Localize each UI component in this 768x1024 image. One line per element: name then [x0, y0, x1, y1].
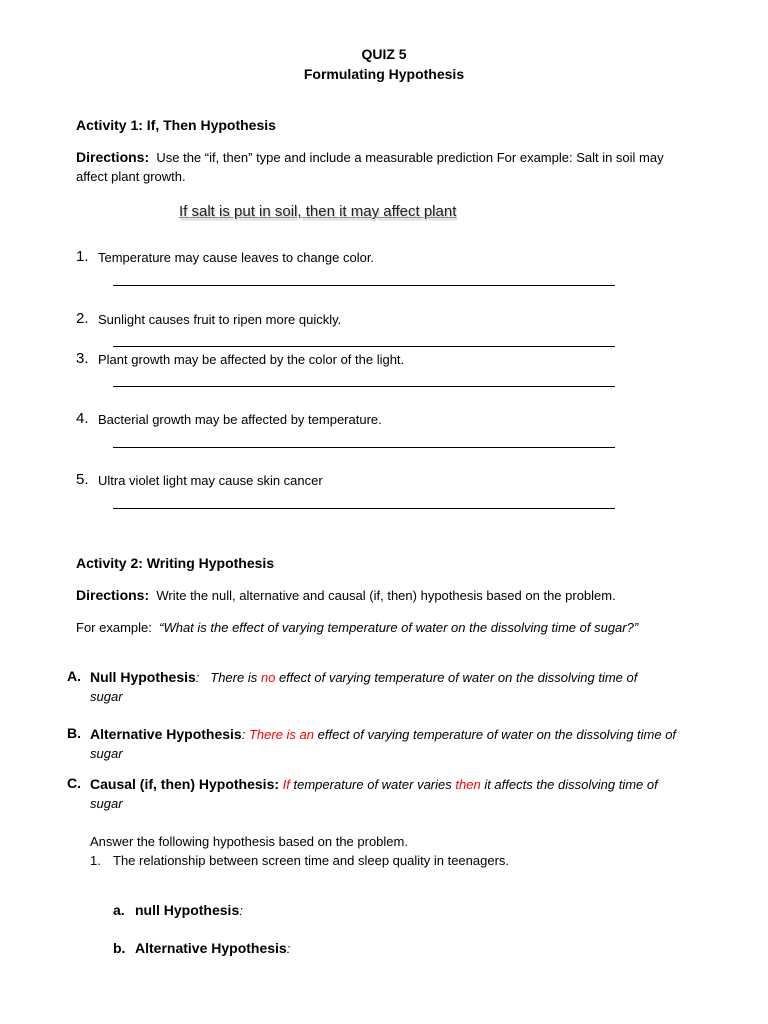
page-subtitle: Formulating Hypothesis — [303, 66, 465, 82]
separator: : — [195, 670, 200, 685]
directions-text: Write the null, alternative and causal (if, then) hypothesis based on the problem. — [156, 588, 616, 603]
hypothesis-label: Null Hypothesis — [90, 669, 196, 685]
answer-line[interactable] — [113, 447, 615, 448]
answer-line[interactable] — [113, 386, 615, 387]
activity1-heading: Activity 1: If, Then Hypothesis — [76, 117, 276, 133]
hypothesis-post: effect of varying temperature of water on the dissolving time of — [278, 670, 638, 685]
answer-line[interactable] — [113, 346, 615, 347]
hypothesis-letter: A. — [67, 668, 81, 684]
problem-text: The relationship between screen time and sleep quality in teenagers. — [113, 853, 510, 868]
sub-label: Alternative Hypothesis — [135, 940, 287, 956]
item-text: Sunlight causes fruit to ripen more quickly. — [98, 312, 342, 327]
item-number: 2. — [76, 310, 89, 327]
separator: : — [286, 941, 291, 956]
item-number: 5. — [76, 471, 89, 488]
sub-letter: b. — [113, 940, 126, 956]
hypothesis-highlight: There is an — [248, 727, 315, 742]
item-number: 4. — [76, 410, 89, 427]
hypothesis-highlight-then: then — [455, 777, 481, 792]
item-number: 3. — [76, 350, 89, 367]
separator: : — [241, 727, 246, 742]
directions-label: Directions: — [76, 149, 150, 165]
answer-line[interactable] — [113, 285, 615, 286]
alternative-hypothesis-prompt[interactable] — [135, 939, 290, 958]
item-text: Plant growth may be affected by the color of the light. — [98, 352, 405, 367]
hypothesis-post: it affects the dissolving time of — [484, 777, 658, 792]
answer-intro: Answer the following hypothesis based on the problem. — [90, 834, 408, 849]
hypothesis-highlight-if: If — [282, 777, 290, 792]
example-answer: If salt is put in soil, then it may affect plant — [179, 203, 457, 220]
hypothesis-letter: C. — [67, 775, 81, 791]
hypothesis-continuation: sugar — [90, 796, 123, 811]
null-hypothesis-prompt[interactable] — [135, 901, 243, 920]
hypothesis-highlight: no — [260, 670, 276, 685]
activity1-directions — [76, 148, 716, 167]
hypothesis-mid: temperature of water varies — [293, 777, 452, 792]
directions-text-1: Use the “if, then” type and include a measurable prediction For example: Salt in soil may — [156, 150, 664, 165]
null-hypothesis-example — [90, 668, 710, 687]
item-number: 1. — [76, 248, 89, 265]
sub-label: null Hypothesis — [135, 902, 240, 918]
alternative-hypothesis-example — [90, 725, 730, 744]
separator: : — [239, 903, 243, 918]
item-text: Bacterial growth may be affected by temperature. — [98, 412, 382, 427]
directions-text-2: affect plant growth. — [76, 169, 186, 184]
sub-letter: a. — [113, 902, 125, 918]
example-question — [76, 618, 736, 637]
causal-hypothesis-example — [90, 775, 730, 794]
hypothesis-pre: There is — [210, 670, 258, 685]
example-question-text: “What is the effect of varying temperature of water on the dissolving time of sugar?” — [159, 620, 639, 635]
item-text: Temperature may cause leaves to change color. — [98, 250, 375, 265]
directions-label: Directions: — [76, 587, 150, 603]
problem-number: 1. — [90, 853, 101, 868]
hypothesis-post: effect of varying temperature of water on the dissolving time of — [317, 727, 677, 742]
activity2-directions — [76, 586, 736, 605]
hypothesis-label: Alternative Hypothesis — [90, 726, 242, 742]
hypothesis-letter: B. — [67, 725, 81, 741]
item-text: Ultra violet light may cause skin cancer — [98, 473, 323, 488]
example-label: For example: — [76, 620, 152, 635]
quiz-title: QUIZ 5 — [361, 46, 407, 62]
hypothesis-label: Causal (if, then) Hypothesis: — [90, 776, 280, 792]
answer-line[interactable] — [113, 508, 615, 509]
activity2-heading: Activity 2: Writing Hypothesis — [76, 555, 275, 571]
hypothesis-continuation: sugar — [90, 746, 123, 761]
hypothesis-continuation: sugar — [90, 689, 123, 704]
